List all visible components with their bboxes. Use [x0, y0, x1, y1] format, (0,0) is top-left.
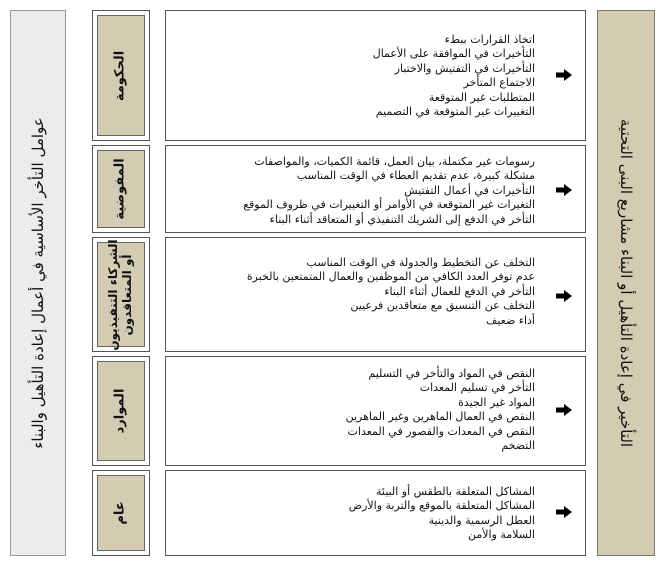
left-title-band	[10, 10, 66, 556]
category-government	[92, 10, 150, 141]
factor-item: أداء ضعيف	[485, 313, 535, 327]
factor-item: التأخر في تسليم المعدات	[419, 381, 535, 395]
category-label: المفوضية	[112, 158, 128, 220]
factor-item: التأخيرات في أعمال التفتيش	[404, 183, 535, 197]
right-title-band	[597, 10, 655, 556]
factor-item: المشاكل المتعلقة بالطقس أو البيئة	[376, 485, 535, 498]
factors-implementing-partners	[165, 237, 586, 352]
category-resources	[92, 356, 150, 466]
category-label-line: أو المتعاقدون	[120, 253, 134, 336]
category-label-line: الشركاء التنفيذيون	[106, 238, 121, 351]
factor-item: النقص في المواد والتأخر في التسليم	[368, 367, 535, 380]
arrow-right-icon	[556, 290, 572, 302]
factor-item: النقص في العمال الماهرين وغير الماهرين	[345, 410, 535, 424]
category-label	[107, 239, 135, 350]
factor-item: التغيرات غير المتوقعة في الأوامر أو التغييرات في ظروف الموقع	[243, 198, 535, 212]
category-implementing-partners	[92, 237, 150, 352]
factor-item: عدم توفر العدد الكافي من الموظفين والعمال المتمتعين بالخبرة	[246, 270, 535, 284]
factor-item: التغييرات غير المتوقعة في التصميم	[375, 105, 535, 119]
category-commission	[92, 145, 150, 233]
factors-government	[165, 10, 586, 141]
factor-item: التضخم	[501, 439, 535, 453]
factor-item: الاجتماع المتأخر	[463, 76, 535, 90]
factor-item: رسومات غير مكتملة، بيان العمل، قائمة الكميات، والمواصفات	[254, 155, 535, 168]
factor-item: المتطلبات غير المتوقعة	[428, 90, 535, 104]
right-title: التأخير في إعادة التأهيل أو البناء مشاريع البنى التحتية	[617, 118, 635, 448]
factor-item: التأخر في الدفع إلى الشريك التنفيذي أو المتعاقد أثناء البناء	[269, 212, 535, 226]
category-general	[92, 470, 150, 556]
factor-item: العطل الرسمية والدينية	[428, 513, 535, 527]
factor-item: مشكلة كبيرة، عدم تقديم العطاء في الوقت المناسب	[296, 169, 535, 183]
factor-item: التأخر في الدفع للعمال أثناء البناء	[384, 284, 535, 298]
factors-general	[165, 470, 586, 556]
factor-item: السلامة والأمن	[468, 528, 535, 542]
category-label: الحكومة	[112, 50, 128, 101]
factors-resources	[165, 356, 586, 466]
arrow-right-icon	[556, 184, 572, 196]
factor-item: التخلف عن التنسيق مع متعاقدين فرعيين	[350, 299, 535, 313]
category-label: عام	[112, 501, 128, 525]
category-label: الموارد	[112, 388, 128, 434]
arrow-right-icon	[556, 69, 572, 81]
left-title: عوامل التأخر الأساسية في أعمال إعادة التأهيل والبناء	[29, 117, 47, 449]
factor-item: التخلف عن التخطيط والجدولة في الوقت المناسب	[306, 256, 535, 269]
factor-item: المواد غير الجيدة	[458, 395, 535, 409]
factor-item: اتخاذ القرارات ببطء	[444, 33, 535, 46]
arrow-right-icon	[556, 404, 572, 416]
factor-item: التأخيرات في الموافقة على الأعمال	[372, 47, 535, 61]
arrow-right-icon	[556, 506, 572, 518]
factor-item: المشاكل المتعلقة بالموقع والتربة والأرض	[348, 499, 535, 513]
factors-commission	[165, 145, 586, 233]
factor-item: التأخيرات في التفتيش والاختبار	[394, 61, 535, 75]
factor-item: النقص في المعدات والقصور في المعدات	[347, 424, 535, 438]
